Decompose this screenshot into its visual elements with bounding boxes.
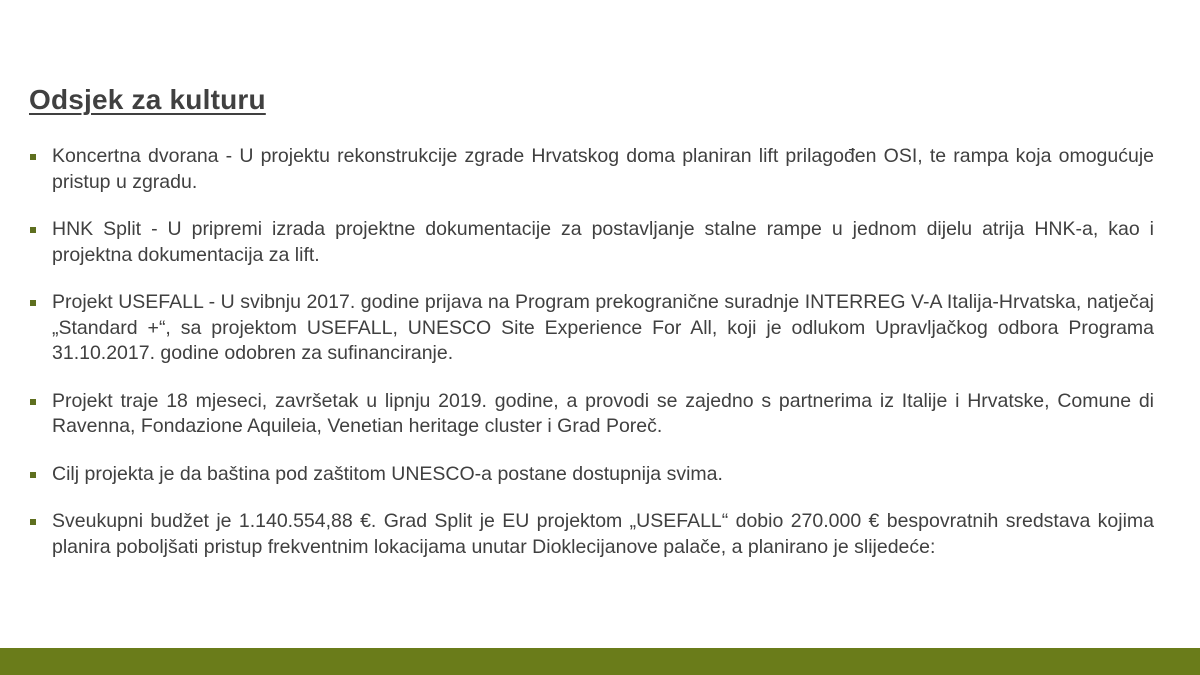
- bullet-text: HNK Split - U pripremi izrada projektne dokumentacije za postavljanje stalne rampe u jednom dijelu atrija HNK-a, kao i projektna dokumentacija za lift.: [52, 218, 1154, 266]
- bullet-text: Sveukupni budžet je 1.140.554,88 €. Grad Split je EU projektom „USEFALL“ dobio 270.000 € bespovratnih sredstava kojima planira poboljšati pristup frekventnim lokacijama unutar Dioklecijanove palače, a planirano je slijedeće:: [52, 510, 1154, 558]
- square-bullet-icon: [30, 227, 36, 233]
- bullet-item-project-duration: [28, 389, 1154, 440]
- bullet-text: Projekt USEFALL - U svibnju 2017. godine prijava na Program prekogranične suradnje INTERREG V-A Italija-Hrvatska, natječaj „Standard +“, sa projektom USEFALL, UNESCO Site Experience For All, koji je odlukom Upravljačkog odbora Programa 31.10.2017. godine odobren za sufinanciranje.: [52, 291, 1154, 364]
- bullet-text: Projekt traje 18 mjeseci, završetak u lipnju 2019. godine, a provodi se zajedno s partnerima iz Italije i Hrvatske, Comune di Ravenna, Fondazione Aquileia, Venetian heritage cluster i Grad Poreč.: [52, 389, 1154, 437]
- bullet-item-hnk-split: [28, 217, 1154, 268]
- bullet-item-budget: [28, 509, 1154, 560]
- bullet-item-project-goal: [28, 462, 1154, 488]
- square-bullet-icon: [30, 154, 36, 160]
- bullet-item-usefall-project: [28, 290, 1154, 367]
- square-bullet-icon: [30, 472, 36, 478]
- square-bullet-icon: [30, 300, 36, 306]
- bullet-text: Koncertna dvorana - U projektu rekonstrukcije zgrade Hrvatskog doma planiran lift prilagođen OSI, te rampa koja omogućuje pristup u zgradu.: [52, 145, 1154, 193]
- footer-accent-bar: [0, 648, 1200, 675]
- bullet-list: [28, 144, 1154, 582]
- slide-title: Odsjek za kulturu: [29, 84, 266, 115]
- bullet-text: Cilj projekta je da baština pod zaštitom UNESCO-a postane dostupnija svima.: [52, 462, 723, 485]
- square-bullet-icon: [30, 519, 36, 525]
- bullet-item-concert-hall: [28, 144, 1154, 195]
- square-bullet-icon: [30, 399, 36, 405]
